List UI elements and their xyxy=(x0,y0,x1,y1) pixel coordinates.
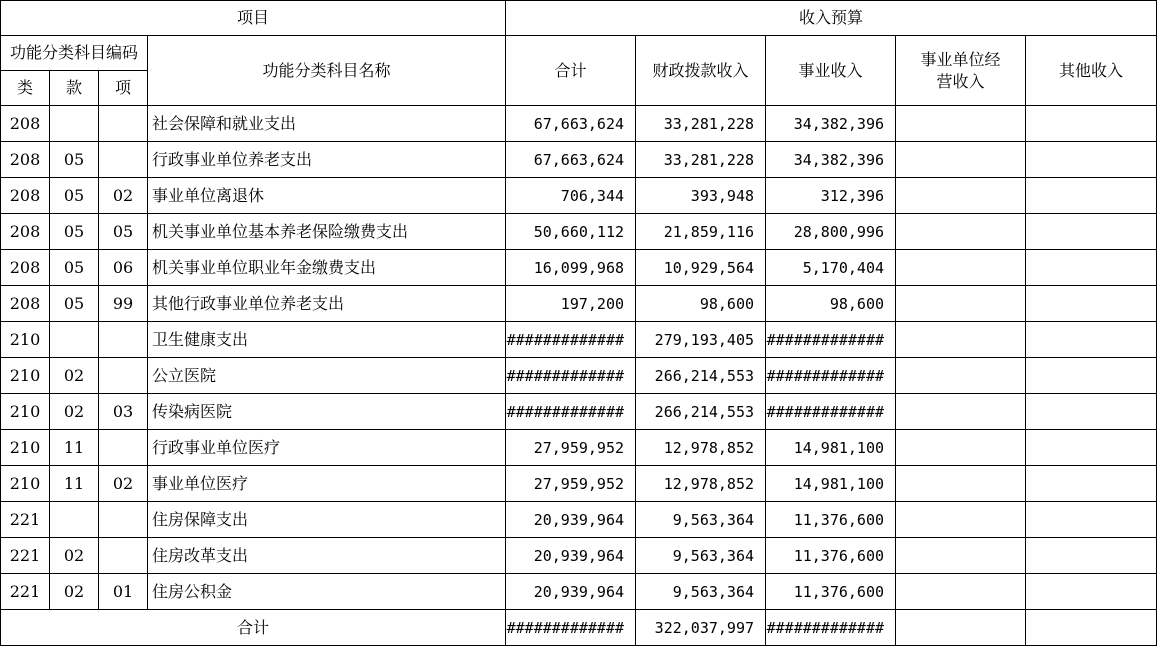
xiang-cell xyxy=(99,106,148,142)
xiang-cell: 05 xyxy=(99,214,148,250)
other-cell xyxy=(1026,142,1157,178)
income-budget-header: 收入预算 xyxy=(506,1,1157,36)
lei-cell: 210 xyxy=(1,430,50,466)
other-cell xyxy=(1026,574,1157,610)
fiscal-cell: 266,214,553 xyxy=(636,358,766,394)
xiang-cell xyxy=(99,502,148,538)
business-cell: 5,170,404 xyxy=(766,250,896,286)
business-cell: 14,981,100 xyxy=(766,430,896,466)
table-row xyxy=(1,178,1157,214)
lei-cell: 221 xyxy=(1,574,50,610)
kuan-cell xyxy=(50,502,99,538)
total-cell: 706,344 xyxy=(506,178,636,214)
total-cell: 20,939,964 xyxy=(506,538,636,574)
xiang-cell: 02 xyxy=(99,178,148,214)
operating-cell xyxy=(896,502,1026,538)
business-cell: 34,382,396 xyxy=(766,106,896,142)
business-header: 事业收入 xyxy=(766,36,896,106)
table-row xyxy=(1,250,1157,286)
total-header: 合计 xyxy=(506,36,636,106)
fiscal-cell: 33,281,228 xyxy=(636,142,766,178)
total-cell: 27,959,952 xyxy=(506,466,636,502)
lei-cell: 208 xyxy=(1,214,50,250)
total-total-cell: ############# xyxy=(506,610,636,646)
total-cell: 27,959,952 xyxy=(506,430,636,466)
total-operating-cell xyxy=(896,610,1026,646)
total-business-cell: ############# xyxy=(766,610,896,646)
fiscal-header: 财政拨款收入 xyxy=(636,36,766,106)
other-cell xyxy=(1026,466,1157,502)
operating-header: 事业单位经营收入 xyxy=(920,49,1001,91)
other-cell xyxy=(1026,538,1157,574)
total-cell: 197,200 xyxy=(506,286,636,322)
operating-cell xyxy=(896,394,1026,430)
total-cell: 67,663,624 xyxy=(506,106,636,142)
table-row xyxy=(1,214,1157,250)
name-cell: 机关事业单位基本养老保险缴费支出 xyxy=(148,214,506,250)
lei-header: 类 xyxy=(1,71,50,106)
kuan-cell: 05 xyxy=(50,178,99,214)
name-cell: 住房改革支出 xyxy=(148,538,506,574)
operating-cell xyxy=(896,142,1026,178)
table-row xyxy=(1,502,1157,538)
table-row xyxy=(1,574,1157,610)
xiang-cell: 01 xyxy=(99,574,148,610)
lei-cell: 208 xyxy=(1,178,50,214)
operating-cell xyxy=(896,322,1026,358)
table-row xyxy=(1,538,1157,574)
name-cell: 住房保障支出 xyxy=(148,502,506,538)
kuan-cell: 02 xyxy=(50,538,99,574)
other-cell xyxy=(1026,358,1157,394)
xiang-header: 项 xyxy=(99,71,148,106)
xiang-cell: 02 xyxy=(99,466,148,502)
table-row xyxy=(1,106,1157,142)
total-label: 合计 xyxy=(1,610,506,646)
name-cell: 机关事业单位职业年金缴费支出 xyxy=(148,250,506,286)
operating-cell xyxy=(896,466,1026,502)
business-cell: 312,396 xyxy=(766,178,896,214)
lei-cell: 210 xyxy=(1,466,50,502)
total-cell: 20,939,964 xyxy=(506,574,636,610)
kuan-cell: 05 xyxy=(50,142,99,178)
total-cell: ############# xyxy=(506,394,636,430)
lei-cell: 208 xyxy=(1,250,50,286)
fiscal-cell: 12,978,852 xyxy=(636,466,766,502)
name-cell: 事业单位医疗 xyxy=(148,466,506,502)
operating-cell xyxy=(896,286,1026,322)
name-cell: 行政事业单位医疗 xyxy=(148,430,506,466)
lei-cell: 221 xyxy=(1,502,50,538)
name-cell: 行政事业单位养老支出 xyxy=(148,142,506,178)
business-cell: 14,981,100 xyxy=(766,466,896,502)
total-cell: 67,663,624 xyxy=(506,142,636,178)
other-cell xyxy=(1026,502,1157,538)
fiscal-cell: 33,281,228 xyxy=(636,106,766,142)
operating-cell xyxy=(896,178,1026,214)
kuan-cell: 02 xyxy=(50,358,99,394)
operating-cell xyxy=(896,214,1026,250)
lei-cell: 208 xyxy=(1,142,50,178)
header-row-2 xyxy=(1,36,1157,71)
other-header: 其他收入 xyxy=(1026,36,1157,106)
table-row xyxy=(1,322,1157,358)
kuan-cell: 05 xyxy=(50,286,99,322)
fiscal-cell: 98,600 xyxy=(636,286,766,322)
kuan-cell: 11 xyxy=(50,466,99,502)
xiang-cell: 99 xyxy=(99,286,148,322)
operating-cell xyxy=(896,574,1026,610)
other-cell xyxy=(1026,322,1157,358)
lei-cell: 210 xyxy=(1,358,50,394)
lei-cell: 221 xyxy=(1,538,50,574)
other-cell xyxy=(1026,106,1157,142)
business-cell: ############# xyxy=(766,358,896,394)
total-cell: 50,660,112 xyxy=(506,214,636,250)
business-cell: 28,800,996 xyxy=(766,214,896,250)
table-row xyxy=(1,286,1157,322)
lei-cell: 208 xyxy=(1,106,50,142)
name-cell: 传染病医院 xyxy=(148,394,506,430)
lei-cell: 210 xyxy=(1,394,50,430)
business-cell: 11,376,600 xyxy=(766,502,896,538)
fiscal-cell: 9,563,364 xyxy=(636,502,766,538)
name-cell: 事业单位离退休 xyxy=(148,178,506,214)
kuan-cell: 11 xyxy=(50,430,99,466)
kuan-cell xyxy=(50,322,99,358)
operating-cell xyxy=(896,106,1026,142)
total-cell: 20,939,964 xyxy=(506,502,636,538)
total-cell: 16,099,968 xyxy=(506,250,636,286)
kuan-header: 款 xyxy=(50,71,99,106)
total-row xyxy=(1,610,1157,646)
xiang-cell: 03 xyxy=(99,394,148,430)
business-cell: ############# xyxy=(766,322,896,358)
xiang-cell xyxy=(99,358,148,394)
fiscal-cell: 9,563,364 xyxy=(636,538,766,574)
business-cell: 34,382,396 xyxy=(766,142,896,178)
name-cell: 卫生健康支出 xyxy=(148,322,506,358)
fiscal-cell: 10,929,564 xyxy=(636,250,766,286)
code-header: 功能分类科目编码 xyxy=(1,36,148,71)
total-cell: ############# xyxy=(506,358,636,394)
table-row xyxy=(1,394,1157,430)
fiscal-cell: 393,948 xyxy=(636,178,766,214)
operating-cell xyxy=(896,358,1026,394)
operating-cell xyxy=(896,430,1026,466)
xiang-cell xyxy=(99,142,148,178)
business-cell: 11,376,600 xyxy=(766,538,896,574)
table-row xyxy=(1,466,1157,502)
table-row xyxy=(1,142,1157,178)
total-cell: ############# xyxy=(506,322,636,358)
other-cell xyxy=(1026,430,1157,466)
fiscal-cell: 21,859,116 xyxy=(636,214,766,250)
operating-cell xyxy=(896,538,1026,574)
table-row xyxy=(1,430,1157,466)
name-cell: 社会保障和就业支出 xyxy=(148,106,506,142)
name-cell: 公立医院 xyxy=(148,358,506,394)
name-header: 功能分类科目名称 xyxy=(148,36,506,106)
operating-cell xyxy=(896,250,1026,286)
header-row-1 xyxy=(1,1,1157,36)
name-cell: 其他行政事业单位养老支出 xyxy=(148,286,506,322)
business-cell: ############# xyxy=(766,394,896,430)
fiscal-cell: 279,193,405 xyxy=(636,322,766,358)
other-cell xyxy=(1026,286,1157,322)
project-header: 项目 xyxy=(1,1,506,36)
xiang-cell: 06 xyxy=(99,250,148,286)
fiscal-cell: 266,214,553 xyxy=(636,394,766,430)
kuan-cell: 02 xyxy=(50,574,99,610)
lei-cell: 210 xyxy=(1,322,50,358)
xiang-cell xyxy=(99,430,148,466)
kuan-cell: 05 xyxy=(50,250,99,286)
xiang-cell xyxy=(99,538,148,574)
business-cell: 11,376,600 xyxy=(766,574,896,610)
other-cell xyxy=(1026,178,1157,214)
table-row xyxy=(1,358,1157,394)
fiscal-cell: 9,563,364 xyxy=(636,574,766,610)
other-cell xyxy=(1026,214,1157,250)
xiang-cell xyxy=(99,322,148,358)
kuan-cell xyxy=(50,106,99,142)
total-other-cell xyxy=(1026,610,1157,646)
kuan-cell: 02 xyxy=(50,394,99,430)
other-cell xyxy=(1026,250,1157,286)
fiscal-cell: 12,978,852 xyxy=(636,430,766,466)
kuan-cell: 05 xyxy=(50,214,99,250)
total-fiscal-cell: 322,037,997 xyxy=(636,610,766,646)
lei-cell: 208 xyxy=(1,286,50,322)
business-cell: 98,600 xyxy=(766,286,896,322)
other-cell xyxy=(1026,394,1157,430)
name-cell: 住房公积金 xyxy=(148,574,506,610)
